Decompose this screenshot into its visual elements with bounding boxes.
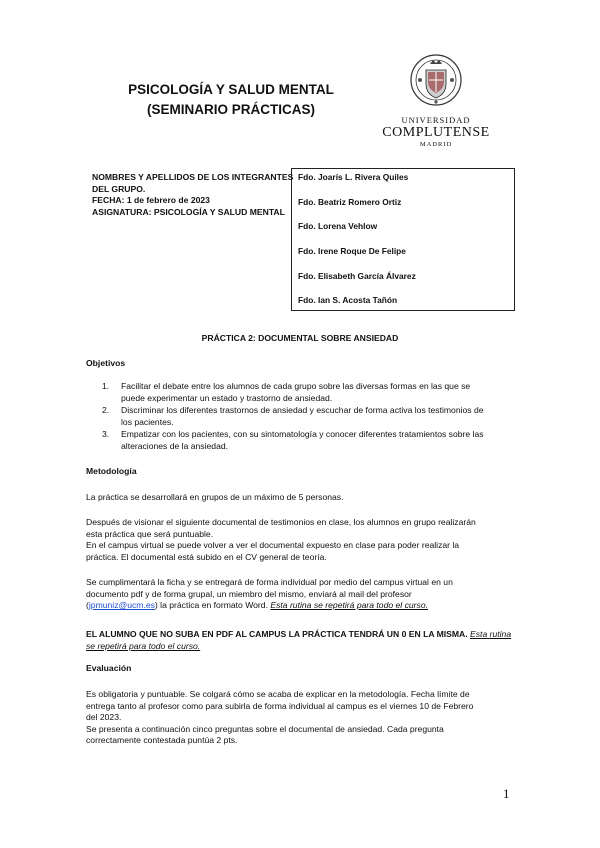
evaluacion-paragraph bbox=[86, 689, 526, 747]
text-line: entrega tanto al profesor como para subirla de forma individual al campus es el viernes 10 de Febrero bbox=[86, 700, 474, 711]
text-line: del 2023. bbox=[86, 712, 122, 722]
info-subject: ASIGNATURA: PSICOLOGÍA Y SALUD MENTAL bbox=[92, 206, 285, 217]
metodologia-paragraph bbox=[86, 577, 526, 612]
signature-line: Fdo. Joarís L. Rivera Quiles bbox=[298, 172, 409, 182]
logo-line-1: UNIVERSIDAD bbox=[401, 115, 471, 125]
info-line-1: NOMBRES Y APELLIDOS DE LOS INTEGRANTES bbox=[92, 172, 294, 182]
text-line bbox=[86, 600, 526, 612]
page-number: 1 bbox=[503, 786, 510, 801]
list-item bbox=[102, 381, 522, 405]
list-item bbox=[102, 405, 522, 429]
signature-line: Fdo. Irene Roque De Felipe bbox=[298, 246, 406, 257]
professor-email-link[interactable]: jpmuniz@ucm.es bbox=[88, 600, 155, 610]
signature-line: Fdo. Ian S. Acosta Tañón bbox=[298, 295, 398, 306]
objetivos-heading: Objetivos bbox=[86, 358, 126, 368]
pdf-warning bbox=[86, 629, 526, 652]
list-item-text: Facilitar el debate entre los alumnos de cada grupo sobre las diversas formas en las que se bbox=[121, 381, 471, 391]
metodologia-paragraph: La práctica se desarrollará en grupos de un máximo de 5 personas. bbox=[86, 492, 344, 502]
objetivos-list bbox=[102, 381, 522, 453]
signature-line: Fdo. Elisabeth García Álvarez bbox=[298, 270, 416, 281]
text-line: correctamente contestada puntúa 2 pts. bbox=[86, 735, 238, 745]
university-crest-icon bbox=[410, 52, 462, 108]
university-logo bbox=[380, 52, 492, 148]
document-title bbox=[116, 80, 346, 120]
metodologia-paragraph bbox=[86, 517, 526, 563]
text-line: esta práctica que será puntuable. bbox=[86, 528, 214, 539]
text-line: Se cumplimentará la ficha y se entregará de forma individual por medio del campus virtual en un bbox=[86, 577, 453, 587]
routine-note: Esta rutina bbox=[470, 629, 512, 639]
list-item-number: 1. bbox=[102, 381, 110, 391]
signature-line: Fdo. Lorena Vehlow bbox=[298, 221, 378, 232]
logo-line-3: MADRID bbox=[419, 141, 453, 148]
evaluacion-heading: Evaluación bbox=[86, 663, 132, 673]
info-line-2: DEL GRUPO. bbox=[92, 183, 146, 194]
metodologia-heading: Metodología bbox=[86, 466, 137, 476]
text-line: documento pdf y de forma grupal, un miembro del mismo, enviará al mail del profesor bbox=[86, 588, 412, 599]
routine-note: se repetirá para todo el curso. bbox=[86, 640, 201, 651]
logo-line-2: COMPLUTENSE bbox=[382, 125, 490, 140]
text-line: Es obligatoria y puntuable. Se colgará cómo se acaba de explicar en la metodología. Fecha límite de bbox=[86, 689, 470, 699]
list-item-number: 3. bbox=[102, 429, 110, 440]
group-info bbox=[92, 172, 293, 218]
title-line-2: (SEMINARIO PRÁCTICAS) bbox=[147, 102, 315, 117]
list-item-text: Empatizar con los pacientes, con su sintomatología y conocer diferentes tratamientos sobre las bbox=[121, 429, 484, 440]
signatures-box bbox=[291, 168, 515, 311]
list-item-text: Discriminar los diferentes trastornos de ansiedad y escuchar de forma activa los testimonios de bbox=[121, 405, 484, 416]
routine-note: Esta rutina se repetirá para todo el curso. bbox=[270, 600, 428, 610]
text-line: práctica. El documental está subido en el CV general de teoría. bbox=[86, 551, 327, 562]
list-item bbox=[102, 429, 522, 453]
practice-title: PRÁCTICA 2: DOCUMENTAL SOBRE ANSIEDAD bbox=[201, 333, 399, 343]
signature-line: Fdo. Beatriz Romero Ortiz bbox=[298, 196, 402, 207]
text-line: En el campus virtual se puede volver a ver el documental expuesto en clase para poder realizar la bbox=[86, 540, 460, 550]
text-line bbox=[86, 629, 526, 641]
list-item-text: alteraciones de la ansiedad. bbox=[121, 440, 229, 451]
text-line: Después de visionar el siguiente documental de testimonios en clase, los alumnos en grupo realizarán bbox=[86, 517, 476, 527]
list-item-number: 2. bbox=[102, 405, 110, 416]
paren-open: ( bbox=[86, 600, 89, 610]
list-item-text: los pacientes. bbox=[121, 416, 174, 427]
info-date: FECHA: 1 de febrero de 2023 bbox=[92, 195, 210, 205]
list-item-text: puede experimentar un estado y trastorno de ansiedad. bbox=[121, 392, 333, 403]
text-span: ) la práctica en formato Word. bbox=[154, 600, 268, 610]
text-line: Se presenta a continuación cinco preguntas sobre el documental de ansiedad. Cada pregunta bbox=[86, 723, 444, 734]
title-line-1: PSICOLOGÍA Y SALUD MENTAL bbox=[128, 82, 334, 97]
warning-text: EL ALUMNO QUE NO SUBA EN PDF AL CAMPUS LA PRÁCTICA TENDRÁ UN 0 EN LA MISMA. bbox=[86, 629, 468, 639]
